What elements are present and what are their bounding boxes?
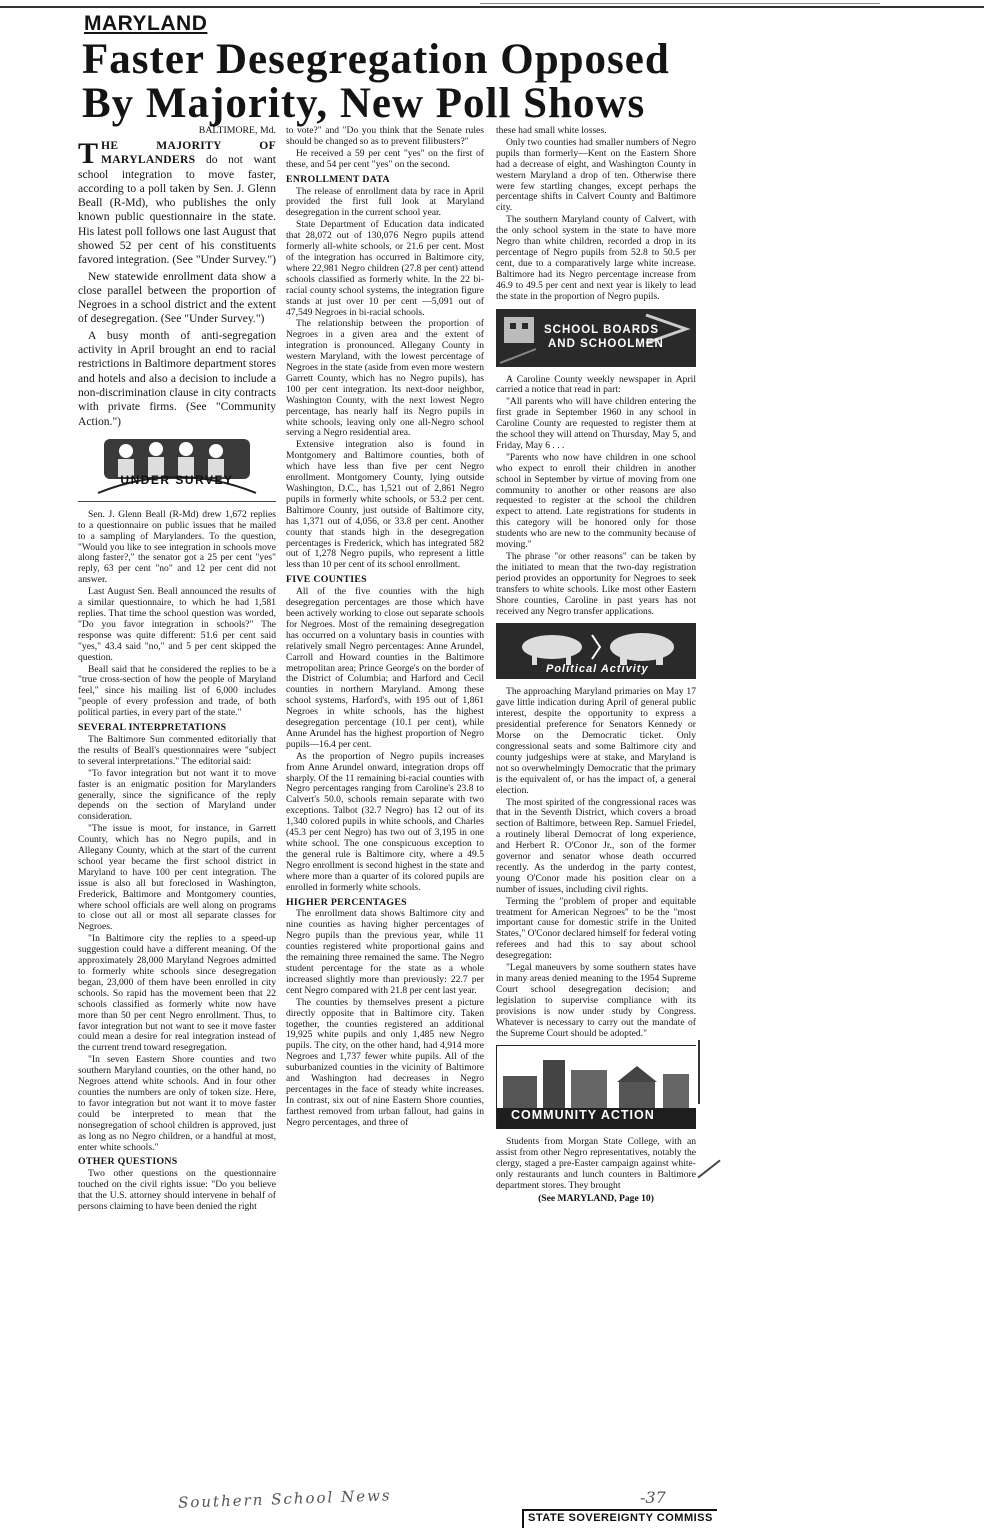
col3-paragraph: Students from Morgan State College, with an assist from other Negro representatives, notably the clergy, staged a pre-Easter campaign against white-only restaurants and lunch counters in Baltimore department stores. They brought xyxy=(496,1136,696,1192)
subhead-enrollment-data: ENROLLMENT DATA xyxy=(286,173,390,185)
section-label: MARYLAND xyxy=(84,12,208,35)
lead-paragraphs xyxy=(78,136,276,429)
col1-paragraph: "The issue is moot, for instance, in Garrett County, which has no Negro pupils, and in Allegany County, which at the start of the current school year became the first school district in Maryland to have 100 per cent integration. The issue is also all but foreclosed in Washington, Frederick, Baltimore and Montgomery counties, where school officials are well along on programs to close out all or most all separate classes for Negroes. xyxy=(78,823,276,933)
dateline: BALTIMORE, Md. xyxy=(198,126,276,136)
lead-paragraph-1 xyxy=(78,136,276,268)
column-3 xyxy=(496,126,696,1481)
page-number: -37 xyxy=(640,1488,666,1507)
top-rule-thin xyxy=(480,3,880,4)
top-rule xyxy=(0,6,984,8)
under-survey-label: UNDER SURVEY xyxy=(120,472,234,487)
col3-paragraph: "Legal maneuvers by some southern states have in many areas denied meaning to the 1954 Supreme Court school desegregation decision; and legislation to supervise compliance with its provisions is now under study by Congress. Whatever is necessary to carry out the mandate of the Supreme Court should be adopted." xyxy=(496,962,696,1039)
col1-paragraph: The Baltimore Sun commented editorially that the results of Beall's questionnaires were "subject to several interpretations." The editorial said: xyxy=(78,733,276,767)
subhead-other-questions: OTHER QUESTIONS xyxy=(78,1156,178,1168)
lead-text-1: do not want school integration to move faster, according to a poll taken by Sen. J. Glenn Beall (R-Md), who publishes the only known public questionnaire in the state. His latest poll follows one last August that showed 52 per cent of his constituents favored integration. (See "Under Survey.") xyxy=(78,153,276,267)
col3-paragraph: "All parents who will have children entering the first grade in September 1960 in any school in Caroline County are requested to register them at the school they will attend on Thursday, May 5, and Friday, May 6 . . . xyxy=(496,396,696,451)
col2-paragraph: to vote?" and "Do you think that the Senate rules should be changed so as to prevent filibusters?" xyxy=(286,126,484,147)
col2-paragraph: The enrollment data shows Baltimore city and nine counties as having higher percentages of Negro pupils than the previous year, while 11 counties registered white proportional gains and the remaining three remained the same. The Negro student percentage for the state as a whole increased slightly more than previously: 22.7 per cent Negro compared with 21.8 per cent last year. xyxy=(286,908,484,996)
school-boards-label-1: SCHOOL BOARDS xyxy=(544,323,660,336)
students-illustration xyxy=(78,435,276,501)
col3-paragraph: The most spirited of the congressional races was that in the Seventh District, which covers a broad section of Baltimore, between Rep. Samuel Friedel, a routinely liberal Democrat of long experience, and Herbert R. O'Conor Jr., son of the former governor and senator whose death occurred recently. As the underdog in the party contest, young O'Conor made his position clear on a number of issues, including civil rights. xyxy=(496,796,696,895)
column-1 xyxy=(78,126,276,1481)
col2-paragraph: All of the five counties with the high desegregation percentages are those which have been actively working to close out separate schools for Negroes. Most of the remaining desegregation has occurred on a voluntary basis in counties with relatively small Negro percentages: Anne Arundel, Carroll and Howard counties in the Baltimore metropolitan area; Prince George's on the border of the District of Columbia; and Harford and Cecil counties in northern Maryland. Among these school systems, Harford's, with 195 out of 1,861 Negroes in white schools, has the highest desegregation percentage (10.1 per cent), while Anne Arundel has the highest proportion of Negro pupils—16.4 per cent. xyxy=(286,586,484,750)
col1-paragraph: "In seven Eastern Shore counties and two southern Maryland counties, on the other hand, no Negroes attend white schools. And in four other counties the numbers are only of token size. Here, to favor integration but not want it to move faster could be interpreted to mean that the nonsegregation of school children is approved, just as long as no Negro children, or a handful at most, enter white schools." xyxy=(78,1054,276,1153)
column-2 xyxy=(286,126,484,1481)
drop-cap: T xyxy=(78,136,99,170)
col2-paragraph: Extensive integration also is found in Montgomery and Baltimore counties, both of which have less than five per cent Negro enrollment. Montgomery County, lying outside Washington, D.C., has 1,521 out of 2,861 Negro pupils in formerly white schools, or 53.2 per cent. Baltimore County, just outside of Baltimore city, has 1,371 out of 4,056, or 33.8 per cent. Another county that stands high in the desegregation percentages is Frederick, which has integrated 582 out of 1,278 Negro pupils, who represent a little less than 10 per cent of its school enrollment. xyxy=(286,439,484,571)
margin-tick xyxy=(697,1160,720,1179)
col1-paragraph: "In Baltimore city the replies to a speed-up suggestion could have a different meaning. Of the approximately 28,000 Maryland Negroes admitted to formerly white schools since desegregation began, 23,000 of them have been enrolled in city schools. So rapid has the movement been that 22 schools classified as formerly white now have more than 50 per cent Negro enrollment. Thus, to favor integration but not want to see it move faster could mean a desire for real integration instead of the current trend toward resegregation. xyxy=(78,933,276,1054)
col3-paragraph: "Parents who now have children in one school who expect to enroll their children in another school in September by virtue of moving from one community to another or other reasons are also requested to register at the school the children expect to attend. Late registrations for students in this category will be honored only for those students who are new to the community because of moving." xyxy=(496,451,696,551)
col2-paragraph: The relationship between the proportion of Negroes in a given area and the extent of integration is pronounced. Allegany County in western Maryland, with the lowest percentage of Negroes in the state (aside from even more western Garrett County, which has no Negro pupils), has 100 per cent integration. Its next-door neighbor, Washington County, with the next lowest Negro percentage, has nearly half its Negro pupils in white schools, leaving only one all-Negro school serving a Negro residential area. xyxy=(286,318,484,439)
under-survey-banner xyxy=(78,435,276,502)
col3-paragraph: The southern Maryland county of Calvert, with the only school system in the state to have more Negro than white children, recorded a drop in its percentage of Negro pupils from 52.8 to 50.5 per cent, due to a comparatively large white increase. Baltimore had its Negro percentage increase from 46.9 to 49.5 per cent and next year is likely to lead the state in the proportion of Negro pupils. xyxy=(496,214,696,302)
col1-paragraph: Two other questions on the questionnaire touched on the civil rights issue: "Do you believe that the U.S. attorney should intervene in behalf of persons claiming to have been denied the right xyxy=(78,1168,276,1213)
col1-paragraph: Last August Sen. Beall announced the results of a similar questionnaire, to which he had 1,581 replies. That time the school question was worded, "Do you favor integration in schools?" The response was quite different: 51.6 per cent said "yes," 43.4 said "no," and 5 per cent skipped the question. xyxy=(78,586,276,663)
lead-paragraph-2: New statewide enrollment data show a close parallel between the proportion of Negroes in a school district and the extent of desegregation. (See "Under Survey.") xyxy=(78,269,276,326)
col1-paragraph: Beall said that he considered the replies to be a "true cross-section of how the people of Maryland feel," since his mailing list of 6,000 includes "people of every profession and trade, of both political parties, in every part of the state." xyxy=(78,663,276,719)
lead-paragraph-3: A busy month of anti-segregation activity in April brought an end to racial restrictions in Baltimore department stores and hotels and also a decision to include a non-discrimination clause in city contracts with private firms. (See "Community Action.") xyxy=(78,328,276,428)
col2-paragraph: The release of enrollment data by race in April provided the first full look at Maryland desegregation in the current school year. xyxy=(286,185,484,219)
political-activity-label: Political Activity xyxy=(546,663,649,676)
community-action-label: COMMUNITY ACTION xyxy=(511,1108,655,1123)
headline: Faster Desegregation Opposed By Majority, New Poll Shows xyxy=(82,36,670,127)
handwritten-note: Southern School News xyxy=(177,1486,392,1512)
col3-paragraph: The phrase "or other reasons" can be taken by the initiated to mean that the two-day registration period provides an opportunity for Negroes to seek transfers to white schools. Like most other Eastern Shore counties, Caroline in past years has not received any Negro transfer applications. xyxy=(496,551,696,617)
community-action-banner xyxy=(496,1045,696,1129)
col3-paragraph: these had small white losses. xyxy=(496,126,607,136)
subhead-five-counties: FIVE COUNTIES xyxy=(286,574,367,586)
col3-paragraph: A Caroline County weekly newspaper in April carried a notice that read in part: xyxy=(496,373,696,396)
subhead-higher-percentages: HIGHER PERCENTAGES xyxy=(286,896,407,908)
subhead-several-interpretations: SEVERAL INTERPRETATIONS xyxy=(78,722,227,734)
archive-stamp: STATE SOVEREIGNTY COMMISS xyxy=(522,1509,717,1528)
continued-reference: (See MARYLAND, Page 10) xyxy=(538,1192,654,1204)
margin-mark xyxy=(698,1040,700,1104)
col2-paragraph: State Department of Education data indicated that 28,072 out of 130,076 Negro pupils attend formerly all-white schools, or 21.6 per cent. Most of the integration has occurred in Baltimore city, where 22,981 Negro children (27.8 per cent) attend schools classified as formerly white. In the 22 bi-racial county school systems, the integration figure stands at just over 10 per cent —5,091 out of 47,549 Negroes in bi-racial schools. xyxy=(286,219,484,318)
school-boards-banner xyxy=(496,309,696,367)
col1-paragraph: "To favor integration but not want it to move faster is an enigmatic position for Marylanders generally, since the significance of the reply depends on the section of Maryland under consideration. xyxy=(78,767,276,823)
col2-paragraph: The counties by themselves present a picture directly opposite that in Baltimore city. Taken together, the counties registered an additional 19,925 white pupils and only 1,485 new Negro pupils. The city, on the other hand, had 4,914 more Negroes and 1,737 fewer white pupils. All of the suburbanized counties in the vicinity of Baltimore and Washington had decreases in Negro percentages in the face of steady white increases. In contrast, six out of nine Eastern Shore counties, farthest removed from urban fallout, had gains in Negro percentages, and three of xyxy=(286,996,484,1128)
col2-paragraph: He received a 59 per cent "yes" on the first of these, and 54 per cent "yes" on the second. xyxy=(286,147,484,170)
political-activity-banner xyxy=(496,623,696,679)
col3-paragraph: Terming the "problem of proper and equitable treatment for American Negroes" to be the "most important cause for domestic strife in the United States," O'Conor declared himself for federal voting referees and had this to say about school desegregation: xyxy=(496,895,696,962)
lead-smallcaps: HE MAJORITY OF MARYLANDERS xyxy=(101,138,276,167)
col3-paragraph: Only two counties had smaller numbers of Negro pupils than formerly—Kent on the Eastern Shore had a decrease of eight, and Washington County in western Maryland a drop of ten. Otherwise there were few startling changes, except perhaps the percentage shifts in Calvert County and Baltimore city. xyxy=(496,136,696,214)
col1-paragraph: Sen. J. Glenn Beall (R-Md) drew 1,672 replies to a questionnaire on public issues that he mailed to a sampling of Marylanders. To the question, "Would you like to see integration in schools move along faster?," the senator got a 25 per cent "yes" reply, 63 per cent "no" and 12 per cent did not answer. xyxy=(78,508,276,586)
col3-paragraph: The approaching Maryland primaries on May 17 gave little indication during April of general public interest, despite the opportunity to express a presidential preference for Senators Kennedy or Morse on the Democratic ticket. Only congressional seats and some Baltimore city and county judgeships were at stake, and Maryland is not so overwhelmingly Democratic that the primary is the equivalent of, or has the impact of, a general election. xyxy=(496,686,696,796)
col2-paragraph: As the proportion of Negro pupils increases from Anne Arundel onward, integration drops off sharply. Of the 11 remaining bi-racial counties with Negro percentages ranging from Caroline's 23.8 to Calvert's 50.0, schools remain separate with two exceptions. Talbot (32.7 Negro) has 12 out of its 1,340 colored pupils in white schools, and Charles (45.3 per cent Negro) has two out of 3,195 in one white school. The one conspicuous exception to the general rule is Baltimore city, where a 49.5 Negro enrollment is second highest in the state and where more than a quarter of its colored pupils are enrolled in formerly white schools. xyxy=(286,750,484,893)
school-boards-label-2: AND SCHOOLMEN xyxy=(548,337,664,350)
